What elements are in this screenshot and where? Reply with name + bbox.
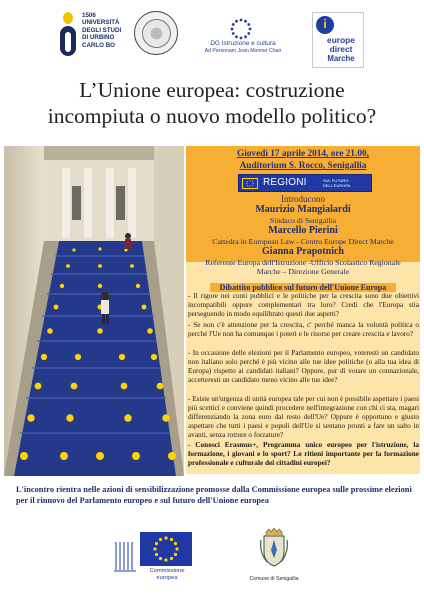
question-erasmus-text: - Conosci Erasmus+, Programma unico europeo per l'istruzione, la formazione, i giovani e lo sport? Lo ritieni importante per la formazione professionale e culturale dei cittadini europei? bbox=[188, 441, 419, 468]
berlaymont-building-icon bbox=[114, 538, 136, 572]
speaker-role: Marche – Direzione Generale bbox=[256, 267, 350, 276]
person-figure bbox=[101, 292, 109, 324]
question-item: - In occasione delle elezioni per il Parlamento europeo, voteresti un candidato non italiano solo perché è più vicino alle tue idee politiche (o alla tua idea di Europa) rispetto ai candidati italiani? Oppure, pur di votare un connazionale, accetteresti un candidato meno vicino alle tue idee? bbox=[188, 349, 419, 385]
event-panel bbox=[186, 146, 420, 474]
footnote: L'incontro rientra nelle azioni di sensibilizzazione promosse dalla Commissione europea sulle prossime elezioni per il rinnovo del Parlamento europeo e sul futuro dell'Unione europea bbox=[16, 485, 412, 505]
comune-label: Comune di Senigallia bbox=[249, 576, 299, 582]
info-icon bbox=[316, 16, 334, 34]
page-title bbox=[0, 78, 424, 129]
speaker-role: Referente Europa dell'Istruzione -Ufficio Scolastico Regionale bbox=[205, 258, 401, 267]
europe-direct-word3: Marche bbox=[327, 54, 355, 63]
event-place: Auditorium S. Rocco, Senigallia bbox=[239, 161, 367, 171]
person-figure bbox=[125, 233, 131, 249]
dg-line2: Ad Personam Jean Monnet Chair bbox=[204, 48, 282, 54]
europe-direct-logo bbox=[312, 12, 364, 68]
event-panel-header bbox=[186, 146, 420, 262]
commission-label bbox=[132, 568, 202, 581]
speaker-name: Marcello Pierini bbox=[268, 225, 338, 236]
staircase-illustration bbox=[4, 146, 184, 476]
question-item: - Il rigore nei conti pubblici e le politiche per la crescita sono due obiettivi incompatibili oppure complementari tra loro? Credi che l'Europa stia perseguendo in modo equilibrato questi due aspetti? bbox=[188, 292, 419, 319]
staircase-photo bbox=[4, 146, 184, 476]
senigallia-crest-logo bbox=[242, 528, 306, 590]
regioni-banner bbox=[238, 174, 372, 192]
regioni-banner-main: REGIONI bbox=[263, 177, 307, 188]
uniurb-text: 1506 UNIVERSITÀ DEGLI STUDI DI URBINO CARLO BO bbox=[82, 12, 122, 49]
european-commission-logo bbox=[114, 530, 212, 582]
title-line-2: incompiuta o nuovo modello politico? bbox=[47, 103, 377, 128]
dg-line1: DG Istruzione e cultura bbox=[210, 40, 276, 47]
speaker-role: Sindaco di Senigallia bbox=[269, 216, 337, 225]
question-item: - Se non c'è attenzione per la crescita, c' perché manca la volontà politica o perché l'Ue non ha comunque i poteri e le risorse per creare crescita e lavoro? bbox=[188, 321, 419, 339]
title-line-1: L’Unione europea: costruzione bbox=[79, 78, 345, 102]
commission-label-line1: Commissione bbox=[149, 568, 185, 574]
speakers-intro: Introducono bbox=[281, 194, 325, 204]
eu-flag-icon bbox=[242, 178, 258, 189]
question-item bbox=[188, 441, 419, 468]
debate-title: Dibattito pubblico sul futuro dell'Unione Europa bbox=[210, 283, 396, 292]
europe-direct-word2: direct bbox=[329, 44, 353, 54]
regioni-banner-sub: SUL FUTURO DELL'EUROPA bbox=[323, 178, 351, 188]
europe-direct-word1: europe bbox=[327, 35, 355, 45]
question-item: - Esiste un'urgenza di unità europea tale per cui non è possibile aspettare i paesi più scettici e conviene quindi procedere nell'integrazione con chi ci sta, magari differenziando la zona euro dal resto dell'Ue? Oppure è opportuno e giusto aspettare che tutti i paesi e popoli dell'Ue si sentano pronti a fare un salto in avanti, senza rotture o forzature? bbox=[188, 395, 419, 440]
eu-flag-icon bbox=[140, 532, 192, 566]
speaker-role: Cattedra in European Law - Centro Europe Direct Marche bbox=[212, 237, 394, 246]
commission-label-line2: europea bbox=[156, 574, 178, 581]
town-crest-icon bbox=[259, 528, 289, 568]
university-seal-icon bbox=[134, 11, 178, 55]
eu-stars-icon bbox=[230, 18, 252, 40]
event-date: Giovedì 17 aprile 2014, ore 21.00, bbox=[236, 149, 370, 159]
speaker-name: Gianna Prapotnich bbox=[262, 246, 344, 257]
logo-bar bbox=[0, 0, 424, 72]
uniurb-logo bbox=[56, 10, 126, 62]
dg-education-logo bbox=[188, 18, 298, 58]
speaker-name: Maurizio Mangialardi bbox=[255, 204, 351, 215]
uniurb-emblem-icon bbox=[56, 10, 80, 60]
